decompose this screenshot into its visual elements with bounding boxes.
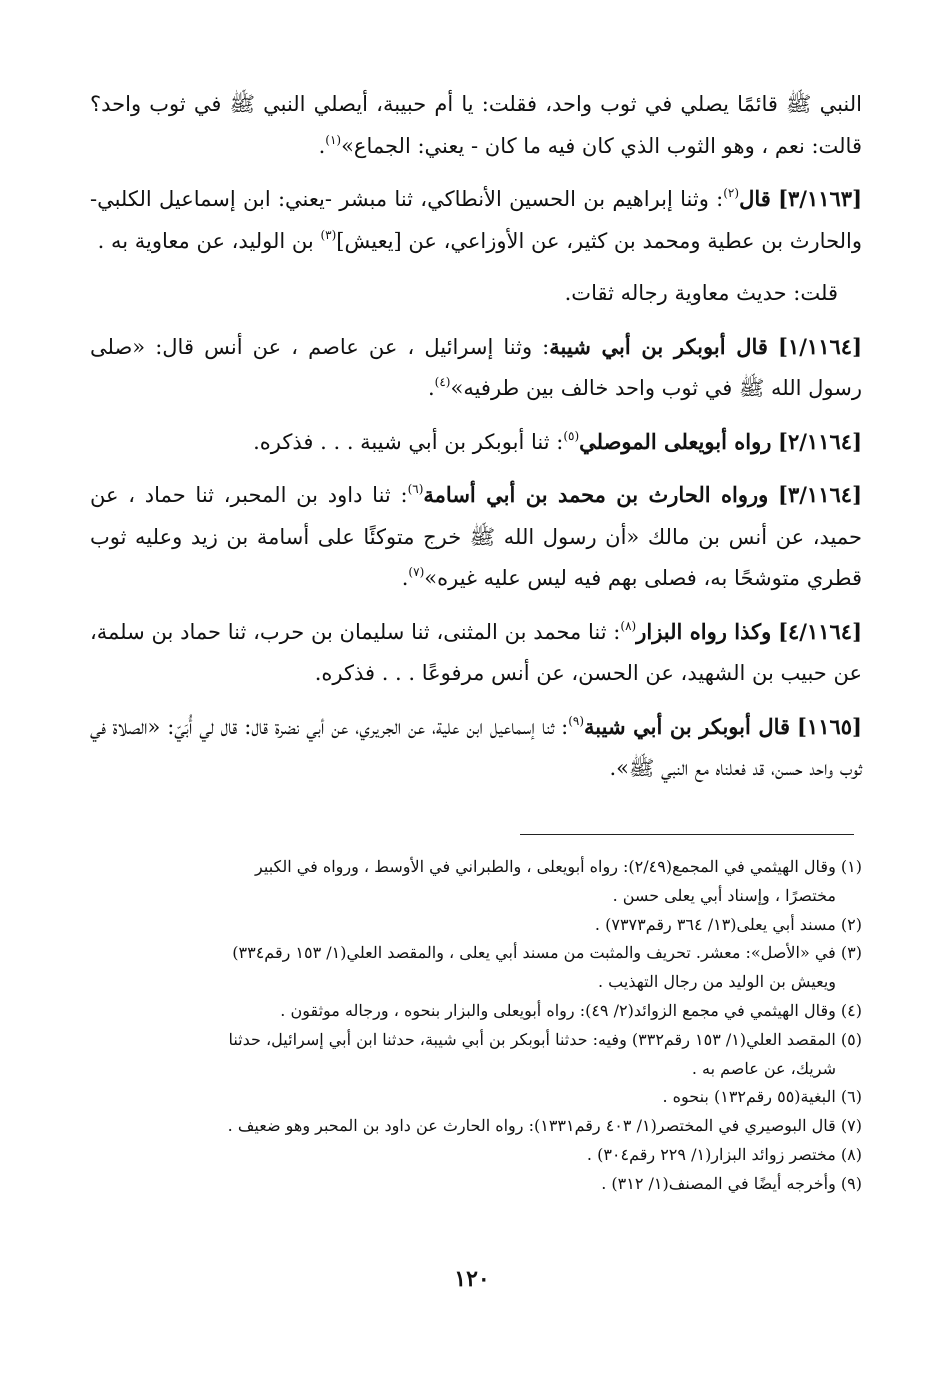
paragraph-text: : ثنا إسماعيل ابن علية، عن الجريري، عن أبي نضرة قال: قال لي أُبَيّ: «الصلاة في ثوب واحد حسن، قد فعلناه مع النبي ﷺ».	[90, 714, 862, 780]
footnote-number: (١)	[840, 857, 862, 876]
page-number: ١٢٠	[454, 1266, 490, 1292]
paragraph-8	[90, 706, 862, 790]
footnote-number: (٢)	[840, 914, 862, 934]
narrator-lead: قال أبوبكر بن أبي شيبة	[549, 333, 768, 359]
narrator-lead: وكذا رواه البزار	[636, 618, 772, 644]
footnote-number: (٤)	[840, 1000, 862, 1020]
footnote-ref[interactable]: (٨)	[620, 618, 637, 633]
footnote-4	[90, 997, 862, 1026]
footnote-number: (٦)	[840, 1087, 862, 1107]
footnote-text: في «الأصل»: معشر. تحريف والمثبت من مسند أبي يعلى ، والمقصد العلي(١/ ١٥٣ رقم٣٣٤)	[232, 943, 836, 963]
footnote-number: (٨)	[840, 1144, 862, 1164]
paragraph-tail: .	[318, 133, 326, 158]
footnote-text: البغية(٥٥ رقم١٣٢) بنحوه .	[662, 1087, 836, 1107]
paragraph-text: : وثنا إبراهيم بن الحسين الأنطاكي، ثنا مبشر -يعني: ابن إسماعيل الكلبي- والحارث بن عطية ومحمد بن كثير، عن الأوزاعي، عن [يعيش]	[90, 187, 862, 253]
footnote-ref[interactable]: (٥)	[563, 428, 580, 443]
paragraph-5	[90, 421, 862, 464]
hadith-number: [٢/١١٦٤]	[778, 428, 862, 454]
paragraph-6	[90, 474, 862, 600]
footnote-text: وقال الهيثمي في مجمع الزوائد(٢/ ٤٩): رواه أبويعلى والبزار بنحوه ، ورجاله موثقون .	[280, 1000, 836, 1020]
paragraph-4	[90, 326, 862, 410]
main-text	[90, 84, 862, 801]
footnote-3	[90, 939, 862, 997]
footnotes	[90, 853, 862, 1199]
paragraph-7	[90, 611, 862, 695]
footnote-ref[interactable]: (٢)	[723, 186, 740, 200]
paragraph-tail: .	[401, 566, 409, 590]
footnote-continuation: مختصرًا ، وإسناد أبي يعلى حسن .	[612, 885, 836, 905]
footnote-5	[90, 1026, 862, 1084]
paragraph-1	[90, 84, 862, 167]
footnote-1	[90, 853, 862, 911]
footnote-ref[interactable]: (٩)	[568, 713, 585, 728]
footnote-text: وأخرجه أيضًا في المصنف(١/ ٣١٢) .	[601, 1173, 836, 1193]
footnote-text: المقصد العلي(١/ ١٥٣ رقم٣٣٢) وفيه: حدثنا أبوبكر بن أبي شيبة، حدثنا ابن أبي إسرائيل، حدثنا	[228, 1029, 836, 1049]
footnote-ref[interactable]: (٤)	[434, 375, 451, 389]
footnote-7	[90, 1112, 862, 1141]
narrator-lead: ورواه الحارث بن محمد بن أبي أسامة	[423, 482, 769, 507]
footnote-ref[interactable]: (٣)	[320, 227, 337, 242]
narrator-lead: قال	[739, 186, 771, 211]
footnote-9	[90, 1170, 862, 1199]
hadith-number: [٣/١١٦٣]	[778, 186, 863, 211]
footnote-continuation: شريك، عن عاصم به .	[691, 1058, 836, 1078]
footnote-ref[interactable]: (٦)	[407, 482, 424, 496]
paragraph-text: النبي ﷺ قائمًا يصلي في ثوب واحد، فقلت: يا أم حبيبة، أيصلي النبي ﷺ في ثوب واحد؟ قالت: نعم ، وهو الثوب الذي كان فيه ما كان - يعني: الجماع»	[90, 92, 862, 158]
paragraph-3	[90, 273, 862, 315]
footnote-number: (٣)	[840, 943, 862, 963]
footnote-number: (٩)	[840, 1173, 862, 1193]
footnote-text: وقال الهيثمي في المجمع(٢/٤٩): رواه أبويعلى ، والطبراني في الأوسط ، ورواه في الكبير	[255, 857, 836, 876]
paragraph-text: : ثنا داود بن المحبر، ثنا حماد ، عن حميد، عن أنس بن مالك «أن رسول الله ﷺ خرج متوكئًا على أسامة بن زيد وعليه ثوب قطري متوشحًا به، فصلى بهم فيه ليس عليه غيره»	[90, 483, 862, 590]
paragraph-tail: .	[427, 376, 435, 400]
footnote-divider	[520, 834, 854, 835]
footnote-8	[90, 1141, 862, 1170]
hadith-number: [٣/١١٦٤]	[778, 482, 862, 507]
footnote-text: مختصر زوائد البزار(١/ ٢٢٩ رقم٣٠٤) .	[586, 1144, 836, 1164]
paragraph-2	[90, 178, 862, 262]
paragraph-text: : ثنا محمد بن المثنى، ثنا سليمان بن حرب، ثنا حماد بن سلمة، عن حبيب بن الشهيد، عن الحسن، عن أنس مرفوعًا . . . فذكره.	[90, 619, 862, 685]
narrator-lead: رواه أبويعلى الموصلي	[579, 428, 772, 454]
footnote-text: قال البوصيري في المختصر(١/ ٤٠٣ رقم١٣٣١): رواه الحارث عن داود بن المحبر وهو ضعيف .	[227, 1116, 836, 1136]
footnote-number: (٥)	[840, 1029, 862, 1049]
paragraph-text: : وثنا إسرائيل ، عن عاصم ، عن أنس قال: «صلى رسول الله ﷺ في ثوب واحد خالف بين طرفيه»	[90, 334, 862, 400]
footnote-ref[interactable]: (١)	[325, 132, 342, 147]
paragraph-text: قلت: حديث معاوية رجاله ثقات.	[564, 281, 838, 305]
paragraph-tail: بن الوليد، عن معاوية به .	[97, 228, 321, 253]
footnote-2	[90, 911, 862, 940]
paragraph-text: : ثنا أبوبكر بن أبي شيبة . . . فذكره.	[253, 429, 564, 454]
hadith-number: [١١٦٥]	[796, 713, 862, 739]
footnote-continuation: ويعيش بن الوليد من رجال التهذيب .	[598, 972, 836, 992]
hadith-number: [١/١١٦٤]	[778, 333, 862, 359]
footnote-text: مسند أبي يعلى(١٣/ ٣٦٤ رقم٧٣٧٣) .	[594, 914, 836, 934]
narrator-lead: قال أبوبكر بن أبي شيبة	[584, 713, 791, 739]
footnote-6	[90, 1083, 862, 1112]
footnote-number: (٧)	[840, 1116, 862, 1136]
hadith-number: [٤/١١٦٤]	[778, 618, 863, 644]
footnote-ref[interactable]: (٧)	[408, 565, 425, 579]
